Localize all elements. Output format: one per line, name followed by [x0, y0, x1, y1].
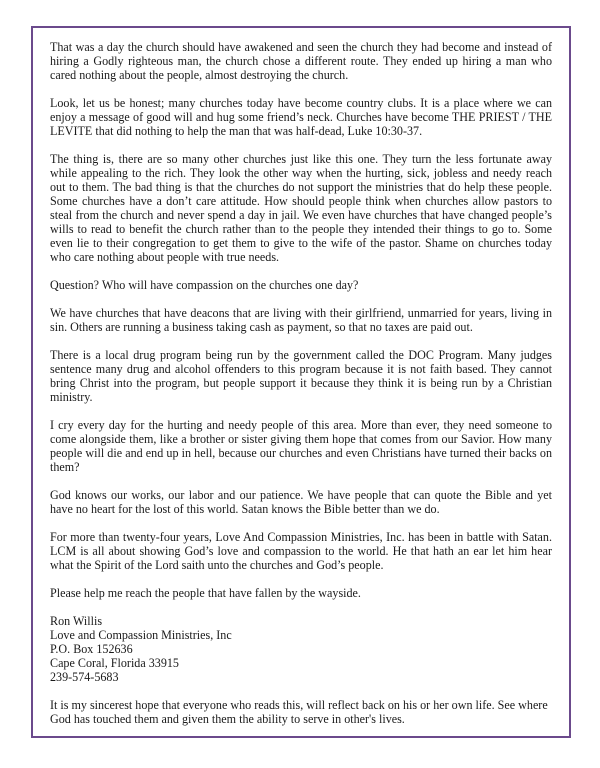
paragraph-10: Please help me reach the people that have fallen by the wayside.: [50, 586, 361, 600]
paragraph-9: For more than twenty-four years, Love And Compassion Ministries, Inc. has been in battle with Satan. LCM is all about showing God’s love and compassion to the world. He that hath an ear let him hear what the Spirit of the Lord saith unto the churches and God’s people.: [50, 530, 552, 572]
paragraph-5: We have churches that have deacons that are living with their girlfriend, unmarried for years, living in sin. Others are running a business taking cash as payment, so that no taxes are paid out.: [50, 306, 552, 334]
paragraph-1: That was a day the church should have awakened and seen the church they had become and instead of hiring a Godly righteous man, the church chose a different route. They ended up hiring a man who cared nothing about the people, almost destroying the church.: [50, 40, 552, 82]
closing-paragraph: It is my sincerest hope that everyone who reads this, will reflect back on his or her own life. See where God has touched them and given them the ability to serve in other's lives.: [50, 698, 548, 726]
paragraph-2: Look, let us be honest; many churches today have become country clubs. It is a place where we can enjoy a message of good will and hug some friend’s neck. Churches have become THE PRIEST / THE LEVITE that did nothing to help the man that was half-dead, Luke 10:30-37.: [50, 96, 552, 138]
paragraph-8: God knows our works, our labor and our patience. We have people that can quote the Bible and yet have no heart for the lost of this world. Satan knows the Bible better than we do.: [50, 488, 552, 516]
signature-block: [50, 614, 552, 684]
signature-city: Cape Coral, Florida 33915: [50, 656, 179, 670]
paragraph-3: The thing is, there are so many other churches just like this one. They turn the less fortunate away while appealing to the rich. They look the other way when the hurting, sick, jobless and needy reach out to them. The bad thing is that the churches do not support the ministries that do help these people. Some churches have a don’t care attitude. How should people think when churches allow pastors to steal from the church and never spend a day in jail. We even have churches that have changed people’s wills to read to benefit the church rather than to the people they intended their things to go to. Some even lie to their congregation to get them to give to the wife of the pastor. Shame on churches today who care nothing about people with true needs.: [50, 152, 552, 264]
signature-organization: Love and Compassion Ministries, Inc: [50, 628, 232, 642]
paragraph-6: There is a local drug program being run by the government called the DOC Program. Many judges sentence many drug and alcohol offenders to this program because it is not faith based. They cannot bring Christ into the program, but people support it because they think it is being run by a Christian ministry.: [50, 348, 552, 404]
paragraph-7: I cry every day for the hurting and needy people of this area. More than ever, they need someone to come alongside them, like a brother or sister giving them hope that comes from our Savior. How many people will die and end up in hell, because our churches and even Christians have turned their backs on them?: [50, 418, 552, 474]
signature-phone: 239-574-5683: [50, 670, 119, 684]
document-body: [50, 40, 552, 740]
signature-po-box: P.O. Box 152636: [50, 642, 133, 656]
signature-name: Ron Willis: [50, 614, 103, 628]
paragraph-4: Question? Who will have compassion on the churches one day?: [50, 278, 359, 292]
